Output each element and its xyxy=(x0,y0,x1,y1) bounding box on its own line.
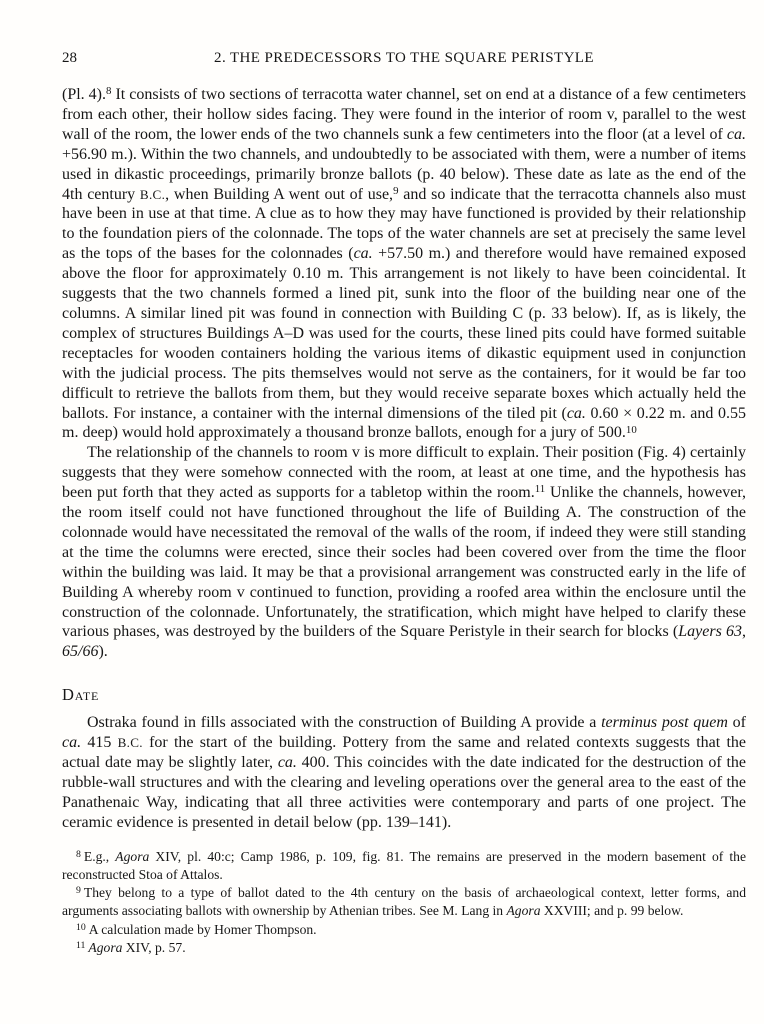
footnote xyxy=(62,884,746,920)
text-run: XIV, p. 57. xyxy=(122,939,186,955)
footnote-ref: 11 xyxy=(534,483,546,496)
text-run: of xyxy=(727,714,747,732)
date-section-text xyxy=(62,713,746,832)
footnote xyxy=(62,848,746,884)
text-run: +57.50 m.) and therefore would have remained exposed above the floor for approximately 0.10 m. This arrangement is not likely to have been coincidental. It suggests that the two channels formed a lined pit, sunk into the floor of the building near one of the columns. A similar lined pit was found in connection with Building C (p. 33 below). If, as is likely, the complex of structures Buildings A–D was used for the courts, these lined pits could have formed suitable receptacles for wooden containers holding the various items of dikastic equipment used in conjunction with the judicial process. The pits themselves would not serve as the containers, for it would be far too difficult to retrieve the ballots from them, but they would receive separate boxes which actually held the ballots. For instance, a container with the internal dimensions of the tiled pit ( xyxy=(62,245,746,422)
text-run: The relationship of the channels to room v is more difficult to explain. Their position (Fig. 4) certainly suggests that they were somehow connected with the room, at least at one time, and the hypothesis has been put forth that they acted as supports for a tabletop within the room. xyxy=(62,444,746,502)
text-run: They belong to a type of ballot dated to the 4th century on the basis of archaeological context, letter forms, and arguments associating ballots with ownership by Athenian tribes. See M. Lang in xyxy=(62,885,746,919)
footnote-number: 10 xyxy=(76,921,86,933)
text-run: 415 xyxy=(81,734,118,752)
paragraph xyxy=(62,85,746,443)
text-run: and so indicate that the terracotta channels also must have been in use at that time. A clue as to how they may have functioned is provided by their relationship to the foundation piers of the colonnade. The tops of the water channels are set at precisely the same level as the tops of the bases for the colonnades ( xyxy=(62,185,747,263)
footnote-ref: 9 xyxy=(393,184,399,197)
text-run: B.C. xyxy=(117,735,143,751)
text-run: ca. xyxy=(566,404,586,422)
text-run: Unlike the channels, however, the room itself could not have functioned throughout the life of Building A. The construction of the colonnade would have necessitated the removal of the walls of the room, if indeed they were still standing at the time the columns were erected, since their socles had been covered over from the time the floor within the building was laid. It may be that a provisional arrangement was constructed early in the life of Building A whereby room v continued to function, providing a roofed area within the enclosure until the construction of the colonnade. Unfortunately, the stratification, which might have helped to clarify these various phases, was destroyed by the builders of the Square Peristyle in their search for blocks ( xyxy=(62,484,747,641)
text-run: Agora xyxy=(115,848,150,864)
footnote-number: 8 xyxy=(76,848,81,860)
text-run: Layers 63 xyxy=(678,623,742,641)
page-number: 28 xyxy=(62,50,77,66)
text-run: for the start of the building. Pottery from the same and related contexts suggests that the actual date may be slightly later, xyxy=(62,734,746,772)
text-run: (Pl. 4). xyxy=(62,86,107,103)
text-run: XIV, pl. 40:c; Camp 1986, p. 109, fig. 81. The remains are preserved in the modern basement of the reconstructed Stoa of Attalos. xyxy=(62,848,746,882)
text-run: Agora xyxy=(506,903,541,919)
text-run: 65/66 xyxy=(62,643,99,661)
footnote xyxy=(62,939,746,957)
footnote-number: 9 xyxy=(76,885,81,897)
text-run: A calculation made by Homer Thompson. xyxy=(88,921,317,937)
text-run: Agora xyxy=(88,939,123,955)
body-text xyxy=(62,85,746,662)
text-run: XXVIII; and p. 99 below. xyxy=(540,903,684,919)
text-run: ). xyxy=(98,643,108,661)
running-title: 2. THE PREDECESSORS TO THE SQUARE PERISTYLE xyxy=(214,50,594,66)
page-header xyxy=(62,48,746,70)
text-run: ca. xyxy=(277,754,297,772)
text-run: 0.60 × 0.22 m. and 0.55 m. deep) would hold approximately a thousand bronze ballots, enough for a jury of 500. xyxy=(62,404,746,442)
footnote-ref: 8 xyxy=(106,85,112,98)
paragraph xyxy=(62,713,746,832)
text-run: Ostraka found in fills associated with the construction of Building A provide a xyxy=(87,714,602,732)
footnote-number: 11 xyxy=(76,939,86,951)
text-run: , when Building A went out of use, xyxy=(165,185,394,203)
footnotes xyxy=(62,848,746,957)
paragraph xyxy=(62,443,746,662)
section-heading-date: Date xyxy=(62,685,100,705)
text-run: B.C. xyxy=(139,186,166,202)
text-run: E.g., xyxy=(83,848,116,864)
text-run: terminus post quem xyxy=(601,714,728,732)
footnote-ref: 10 xyxy=(625,423,637,436)
text-run: 400. This coincides with the date indicated for the destruction of the rubble-wall structures and with the clearing and leveling operations over the general area to the east of the Panathenaic Way, indicating that all three activities were contemporary and parts of one project. The ceramic evidence is presented in detail below (pp. 139–141). xyxy=(62,754,747,831)
footnote xyxy=(62,921,746,939)
text-run: +56.90 m.). Within the two channels, and undoubtedly to be associated with them, were a number of items used in dikastic proceedings, primarily bronze ballots (p. 40 below). These date as late as the end of the 4th century xyxy=(62,145,746,203)
text-block xyxy=(62,48,746,957)
text-run: ca. xyxy=(353,245,373,263)
text-run: It consists of two sections of terracotta water channel, set on end at a distance of a few centimeters from each other, their hollow sides facing. They were found in the interior of room v, parallel to the west wall of the room, the lower ends of the two channels sunk a few centimeters into the floor (at a level of xyxy=(62,86,747,143)
text-run: ca. xyxy=(726,125,746,143)
text-run: , xyxy=(742,623,746,641)
text-run: ca. xyxy=(62,734,82,752)
